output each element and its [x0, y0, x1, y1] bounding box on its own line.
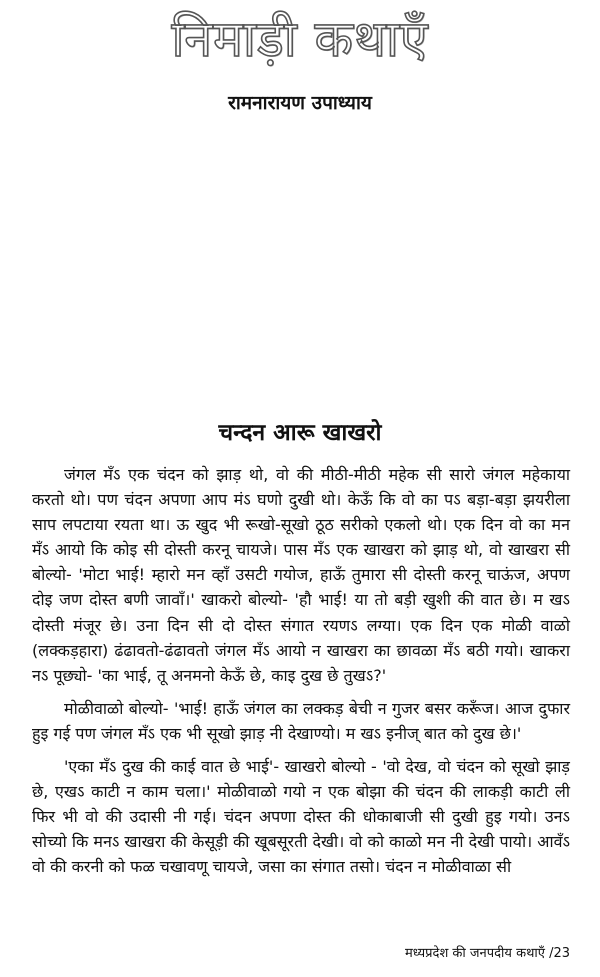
story-title: चन्दन आरू खाखरो: [218, 420, 382, 446]
paragraph-text: 'एका मँऽ दुख की काई वात छे भाई'- खाखरो बोल्यो - 'वो देख, वो चंदन को सूखो झाड़ छे, एखऽ काटी न काम चला।' मोळीवाळो गयो न एक बोझा की चंदन की लाकड़ी काटी ली फिर भी वो की उदासी नी गई। चंदन अपणा दोस्त की धोकाबाजी सी दुखी हुइ गयो। उनऽ सोच्यो कि मनऽ खाखरा की केसूड़ी की खूबसूरती देखी। वो को काळो मन नी देखी पायो। आवँऽ वो की करनी को फळ चखावणू चायजे, जसा का संगात तसो। चंदन न मोळीवाळा सी: [32, 757, 570, 877]
story-body: [32, 462, 570, 880]
story-paragraph-3: [32, 754, 570, 879]
book-title: निमाड़ी कथाएँ: [171, 10, 429, 68]
page-footer: मध्यप्रदेश की जनपदीय कथाएँ /23: [404, 946, 570, 961]
author-name: रामनारायण उपाध्याय: [228, 92, 372, 114]
paragraph-text: जंगल मँऽ एक चंदन को झाड़ थो, वो की मीठी-मीठी महेक सी सारो जंगल महेकाया करतो थो। पण चंदन अपणा आप मंऽ घणो दुखी थो। केऊँ कि वो का पऽ बड़ा-बड़ा झयरीला साप लपटाया रयता था। ऊ खुद भी रूखो-सूखो ठूठ सरीको एकलो थो। एक दिन वो का मन मँऽ आयो कि कोइ सी दोस्ती करनू चायजे। पास मँऽ एक खाखरा को झाड़ थो, वो खाखरा सी बोल्यो- 'मोटा भाई! म्हारो मन व्हाँ उसटी गयोज, हाऊँ तुमारा सी दोस्ती करनू चाऊंज, अपण दोइ जण दोस्त बणी जावाँ।' खाकरो बोल्यो- 'हौ भाई! या तो बड़ी खुशी की वात छे। म खऽ दोस्ती मंजूर छे। उना दिन सी दो दोस्त संगात रयणऽ लग्या। एक दिन एक मोळी वाळो (लक्कड़हारा) ढंढावतो-ढंढावतो जंगल मँऽ आयो न खाखरा का छावळा मँऽ बठी गयो। खाकरा नऽ पूछ्यो- 'का भाई, तू अनमनो केऊँ छे, काइ दुख छे तुखऽ?': [32, 465, 570, 685]
paragraph-text: मोळीवाळो बोल्यो- 'भाई! हाऊँ जंगल का लक्कड़ बेची न गुजर बसर करूँज। आज दुफार हुइ गई पण जंगल मँऽ एक भी सूखो झाड़ नी देखाण्यो। म खऽ इनीज् बात को दुख छे।': [32, 698, 570, 743]
story-paragraph-2: [32, 696, 570, 746]
story-paragraph-1: [32, 462, 570, 688]
